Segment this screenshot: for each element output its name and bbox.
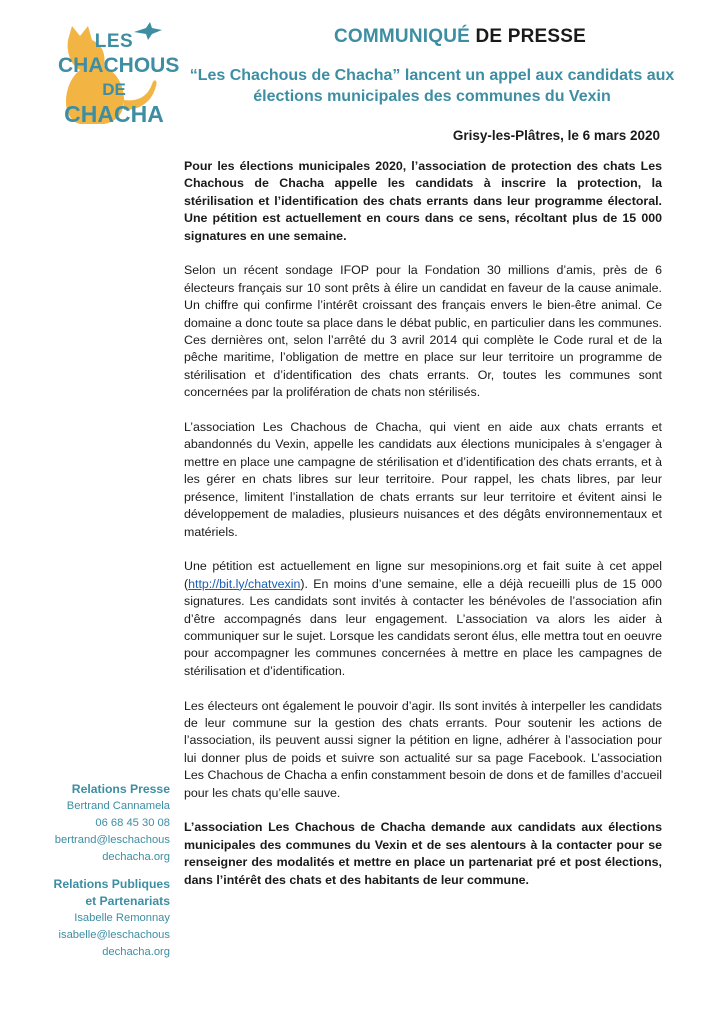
page-title-part2: DE PRESSE <box>470 26 587 47</box>
conclusion-paragraph: L’association Les Chachous de Chacha demande aux candidats aux élections municipales des communes du Vexin et de ses alentours à la contacter pour se renseigner des modalités et mettre en place un partenariat pré et post élections, dans l’intérêt des chats et des habitants de leur commune. <box>184 820 662 887</box>
body-paragraph-2: L’association Les Chachous de Chacha, qui vient en aide aux chats errants et abandonnés du Vexin, appelle les candidats aux élections municipales à s’engager à mettre en place une campagne de stérilisation et d’identification des chats errants, et à les gérer en chats libres sur leur territoire. Pour rappel, les chats libres, par leur présence, limitent l’installation de chats errants sur leur territoire et évitent ainsi le développement de maladies, plusieurs nuisances et des dégâts environnementaux et matériels. <box>184 420 662 539</box>
press-contact-phone[interactable]: 06 68 45 30 08 <box>95 817 170 829</box>
body-paragraph-4: Les électeurs ont également le pouvoir d’agir. Ils sont invités à interpeller les candidats de leur commune sur la gestion des chats errants. Pour soutenir les actions de l’association, ils peuvent aussi signer la pétition en ligne, adhérer à l’association pour lui donner plus de poids et suivre son actualité sur sa page Facebook. L’association Les Chachous de Chacha a enfin constamment besoin de dons et de familles d’accueil pour les chats qu’elle sauve. <box>184 698 662 800</box>
press-contact-heading: Relations Presse <box>71 782 170 796</box>
press-release-body <box>184 158 662 906</box>
partners-contact-heading-line2: et Partenariats <box>85 894 170 908</box>
logo-line-1: LES <box>94 31 134 52</box>
press-contact-name: Bertrand Cannamela <box>66 800 170 812</box>
partners-contact-email-line2[interactable]: dechacha.org <box>102 946 170 958</box>
dateline: Grisy-les-Plâtres, le 6 mars 2020 <box>452 128 660 143</box>
page-title-part1: COMMUNIQUÉ <box>333 26 470 47</box>
petition-text-after: ). En moins d’une semaine, elle a déjà recueilli plus de 15 000 signatures. Les candidats sont invités à contacter les bénévoles de l’association afin d’être accompagnés dans leur engagement. L’association va alors les aider à communiquer sur le sujet. Lorsque les candidats seront élus, elle mettra tout en oeuvre pour accompagner les communes concernées à mettre en place les campagnes de stérilisation et d’identification. <box>184 576 662 678</box>
body-paragraph-3 <box>184 558 662 680</box>
logo-line-4: CHACHA <box>64 101 164 127</box>
partners-contact-name: Isabelle Remonnay <box>74 912 170 924</box>
logo-line-3: DE <box>102 80 126 99</box>
page-title <box>250 26 670 48</box>
intro-paragraph: Pour les élections municipales 2020, l’association de protection des chats Les Chachous de Chacha appelle les candidats à inscrire la protection, la stérilisation et l’identification des chats errants dans leur programme électoral. Une pétition est actuellement en cours dans ce sens, récoltant plus de 15 000 signatures en une semaine. <box>184 159 662 243</box>
organization-logo <box>50 22 180 130</box>
press-contact-email-line1[interactable]: bertrand@leschachous <box>54 834 170 846</box>
press-contact <box>20 781 170 866</box>
press-release-headline: “Les Chachous de Chacha” lancent un appel aux candidats aux élections municipales des communes du Vexin <box>189 67 675 105</box>
logo-line-2: CHACHOUS <box>58 54 180 77</box>
partners-contact-heading-line1: Relations Publiques <box>53 877 170 891</box>
partners-contact <box>20 876 170 961</box>
body-paragraph-1: Selon un récent sondage IFOP pour la Fondation 30 millions d’amis, près de 6 électeurs français sur 10 sont prêts à élire un candidat en faveur de la cause animale. Un chiffre qui confirme l’intérêt croissant des français envers le bien-être animal. Ce domaine a donc toute sa place dans le débat public, en particulier dans les communes. Ces dernières ont, selon l’arrêté du 3 avril 2014 qui complète le Code rural et de la pêche maritime, l’obligation de mettre en place sur leur territoire un programme de stérilisation et d’identification des chats errants. Or, toutes les communes sont concernées par la prolifération de chats non stérilisés. <box>184 263 662 400</box>
petition-link[interactable]: http://bit.ly/chatvexin <box>188 576 301 591</box>
petition-text-before: Une pétition est actuellement en ligne sur mesopinions.org et fait suite à cet appel ( <box>184 559 662 591</box>
press-contact-email-line2[interactable]: dechacha.org <box>102 851 170 863</box>
partners-contact-email-line1[interactable]: isabelle@leschachous <box>58 929 170 941</box>
